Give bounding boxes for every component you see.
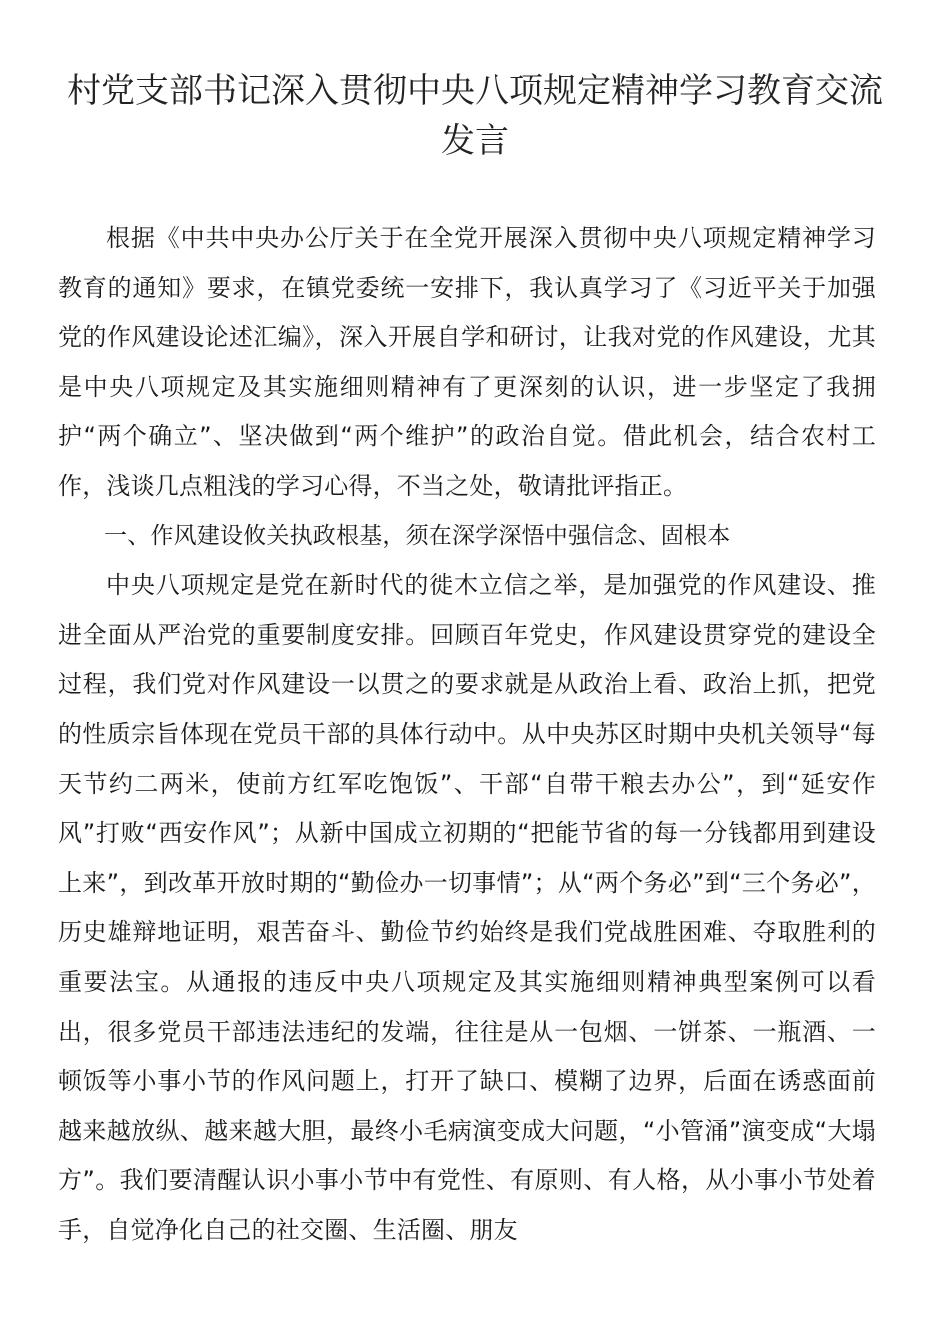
document-title: 村党支部书记深入贯彻中央八项规定精神学习教育交流发言 bbox=[67, 71, 883, 161]
paragraph-intro: 根据《中共中央办公厅关于在全党开展深入贯彻中央八项规定精神学习教育的通知》要求，在镇党委统一安排下，我认真学习了《习近平关于加强党的作风建设论述汇编》，深入开展自学和研讨，让我对党的作风建设，尤其是中央八项规定及其实施细则精神有了更深刻的认识，进一步坚定了我拥护“两个确立”、坚决做到“两个维护”的政治自觉。借此机会，结合农村工作，浅谈几点粗浅的学习心得，不当之处，敬请批评指正。 bbox=[58, 224, 876, 500]
document-body bbox=[58, 214, 876, 1255]
paragraph-section-one: 中央八项规定是党在新时代的徙木立信之举，是加强党的作风建设、推进全面从严治党的重要制度安排。回顾百年党史，作风建设贯穿党的建设全过程，我们党对作风建设一以贯之的要求就是从政治上看、政治上抓，把党的性质宗旨体现在党员干部的具体行动中。从中央苏区时期中央机关领导“每天节约二两米，使前方红军吃饱饭”、干部“自带干粮去办公”，到“延安作风”打败“西安作风”；从新中国成立初期的“把能节省的每一分钱都用到建设上来”，到改革开放时期的“勤俭办一切事情”；从“两个务必”到“三个务必”，历史雄辩地证明，艰苦奋斗、勤俭节约始终是我们党战胜困难、夺取胜利的重要法宝。从通报的违反中央八项规定及其实施细则精神典型案例可以看出，很多党员干部违法违纪的发端，往往是从一包烟、一饼茶、一瓶酒、一顿饭等小事小节的作风问题上，打开了缺口、模糊了边界，后面在诱惑面前越来越放纵、越来越大胆，最终小毛病演变成大问题，“小管涌”演变成“大塌方”。我们要清醒认识小事小节中有党性、有原则、有人格，从小事小节处着手，自觉净化自己的社交圈、生活圈、朋友 bbox=[58, 571, 876, 1244]
section-heading: 一、作风建设攸关执政根基，须在深学深悟中强信念、固根本 bbox=[104, 522, 731, 549]
